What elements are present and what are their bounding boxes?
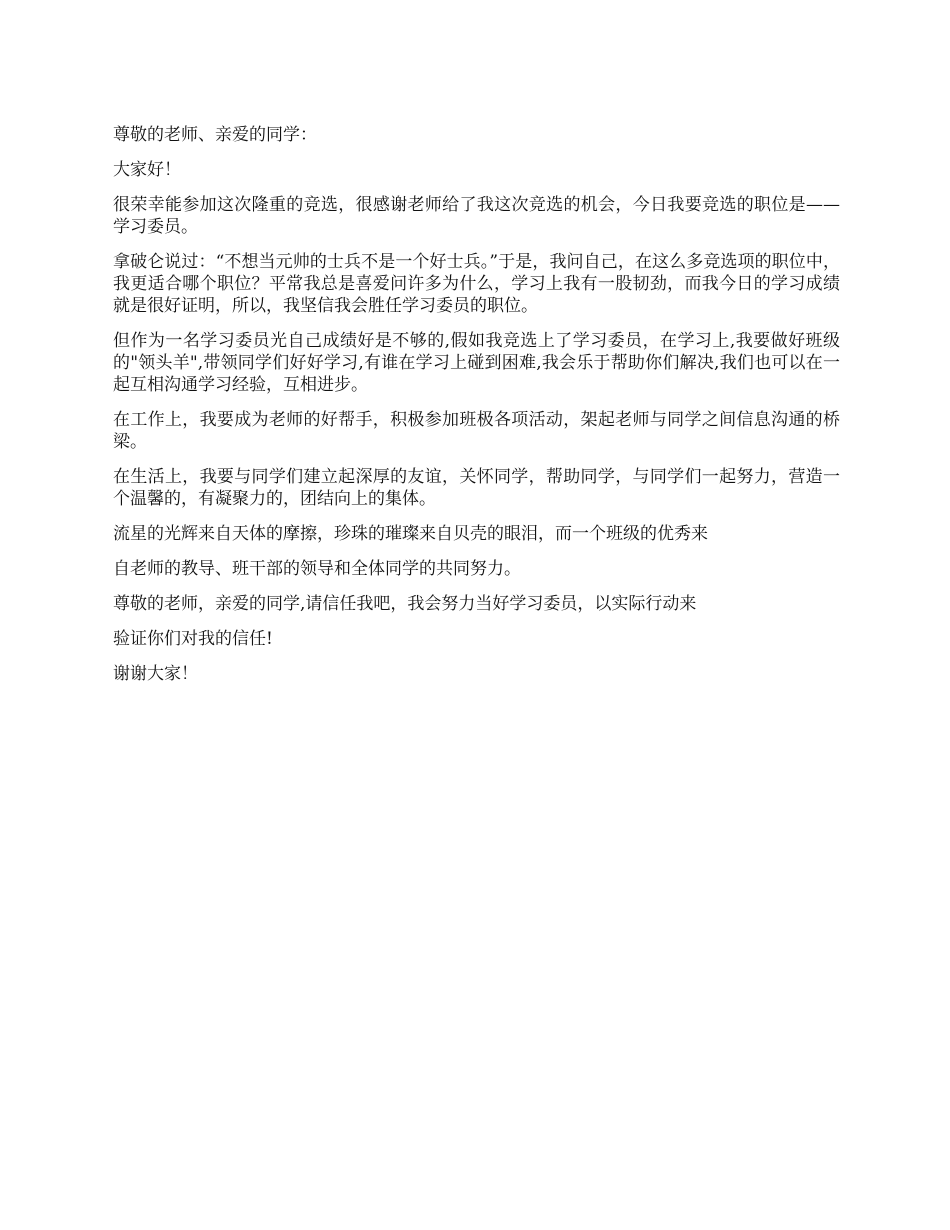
paragraph-life: 在生活上，我要与同学们建立起深厚的友谊，关怀同学，帮助同学，与同学们一起努力，营造一个温馨的，有凝聚力的，团结向上的集体。 <box>113 467 840 509</box>
paragraph-work: 在工作上，我要成为老师的好帮手，积极参加班极各项活动，架起老师与同学之间信息沟通的桥梁。 <box>113 410 840 452</box>
salutation: 尊敬的老师、亲爱的同学： <box>113 125 317 145</box>
greeting: 大家好！ <box>113 160 181 180</box>
paragraph-intro: 很荣幸能参加这次隆重的竞选，很感谢老师给了我这次竞选的机会，今日我要竞选的职位是——学习委员。 <box>113 195 840 237</box>
paragraph-effort: 自老师的教导、班干部的领导和全体同学的共同努力。 <box>113 559 521 579</box>
paragraph-study: 但作为一名学习委员光自己成绩好是不够的,假如我竞选上了学习委员，在学习上,我要做好班级的"领头羊",带领同学们好好学习,有谁在学习上碰到困难,我会乐于帮助你们解决,我们也可以在一起互相沟通学习经验，互相进步。 <box>113 331 840 395</box>
paragraph-trust: 尊敬的老师，亲爱的同学,请信任我吧，我会努力当好学习委员，以实际行动来 <box>113 594 697 614</box>
document-body <box>113 124 840 698</box>
paragraph-meteor: 流星的光辉来自天体的摩擦，珍珠的璀璨来自贝壳的眼泪，而一个班级的优秀来 <box>113 524 708 544</box>
closing: 谢谢大家！ <box>113 664 198 684</box>
paragraph-verify: 验证你们对我的信任! <box>113 629 273 649</box>
paragraph-napoleon: 拿破仑说过：“不想当元帅的士兵不是一个好士兵。”于是，我问自己，在这么多竞选项的职位中，我更适合哪个职位？平常我总是喜爱问许多为什么，学习上我有一股韧劲，而我今日的学习成绩就是很好证明，所以，我坚信我会胜任学习委员的职位。 <box>113 252 840 316</box>
